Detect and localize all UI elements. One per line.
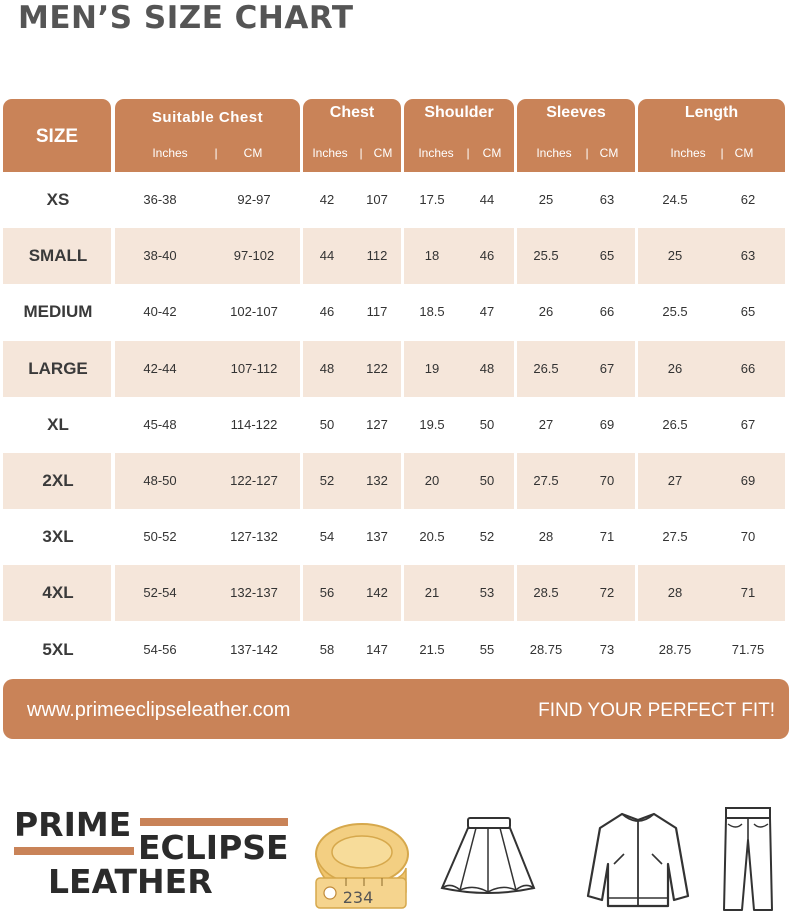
cell-ch-cm: 107 xyxy=(366,192,388,207)
cell-le-cm: 71.75 xyxy=(731,641,765,657)
size-label: 5XL xyxy=(42,639,74,659)
header-shoulder-cm: CM xyxy=(482,146,502,160)
table-row xyxy=(3,565,785,621)
cell-sl-cm: 72 xyxy=(599,585,615,601)
header-sleeves-label: Sleeves xyxy=(546,104,606,121)
cell-ch-cm: 127 xyxy=(366,416,388,432)
cell-le-cm: 66 xyxy=(740,360,756,376)
table-row xyxy=(3,453,785,509)
cell-sh-cm: 50 xyxy=(479,473,495,488)
cell-ch-in: 54 xyxy=(319,529,335,545)
cell-ch-in: 56 xyxy=(319,585,335,601)
header-size xyxy=(3,99,111,172)
table-row xyxy=(3,397,785,453)
cell-sh-in: 18 xyxy=(424,248,440,264)
jacket-icon xyxy=(584,806,692,912)
cell-ch-cm: 117 xyxy=(366,304,388,320)
header-suitable-chest-label: Suitable Chest xyxy=(151,109,264,126)
logo-line-prime: PRIME xyxy=(14,805,132,844)
cell-ch-in: 46 xyxy=(319,304,335,320)
cell-sc-in: 52-54 xyxy=(143,585,177,601)
cell-sh-in: 20.5 xyxy=(419,529,445,545)
cell-sh-cm: 48 xyxy=(479,360,495,376)
cell-sc-cm: 102-107 xyxy=(230,304,278,320)
pants-icon xyxy=(718,804,778,914)
header-suitable-chest-inches: Inches xyxy=(152,146,188,160)
cell-sc-cm: 137-142 xyxy=(230,641,278,657)
cell-le-in: 26.5 xyxy=(662,416,688,432)
cell-le-cm: 62 xyxy=(740,192,756,207)
cell-sl-cm: 69 xyxy=(599,416,615,432)
cell-sc-cm: 92-97 xyxy=(237,192,271,207)
size-label: 2XL xyxy=(42,471,74,490)
cell-ch-cm: 137 xyxy=(366,529,388,545)
header-divider: | xyxy=(585,146,589,160)
header-divider: | xyxy=(466,146,470,160)
header-chest-label: Chest xyxy=(329,104,375,121)
measuring-tape-icon xyxy=(306,812,414,912)
cell-ch-cm: 132 xyxy=(366,473,388,488)
cell-sc-cm: 107-112 xyxy=(230,360,278,376)
cell-le-cm: 71 xyxy=(740,585,756,601)
cell-sh-cm: 47 xyxy=(479,304,495,320)
logo-bar-left xyxy=(14,847,134,855)
header-chest-cm: CM xyxy=(373,146,393,160)
skirt-icon xyxy=(436,812,540,896)
size-label: LARGE xyxy=(28,358,88,378)
cell-sc-in: 48-50 xyxy=(143,473,177,488)
cell-sl-cm: 65 xyxy=(599,248,615,264)
cell-ch-cm: 142 xyxy=(366,585,388,601)
logo-bar-right xyxy=(140,818,288,826)
cell-ch-in: 48 xyxy=(319,360,335,376)
cell-sl-cm: 66 xyxy=(599,304,615,320)
tagline: FIND YOUR PERFECT FIT! xyxy=(538,700,775,721)
cell-ch-cm: 122 xyxy=(366,360,388,376)
tape-digits: 234 xyxy=(342,888,374,907)
cell-sl-cm: 63 xyxy=(599,192,615,207)
cell-sh-cm: 44 xyxy=(479,192,495,207)
cell-sl-cm: 73 xyxy=(599,641,615,657)
cell-ch-in: 50 xyxy=(319,416,335,432)
cell-sl-in: 27 xyxy=(538,416,554,432)
size-label: MEDIUM xyxy=(23,302,93,322)
cell-sc-in: 36-38 xyxy=(143,192,177,207)
cell-sl-cm: 70 xyxy=(599,473,615,488)
cell-sl-in: 25 xyxy=(538,192,554,207)
size-label: XS xyxy=(46,190,70,209)
cell-sl-in: 28.5 xyxy=(533,585,559,601)
cell-le-cm: 63 xyxy=(740,248,756,264)
cell-le-in: 25 xyxy=(667,248,683,264)
cell-sc-in: 38-40 xyxy=(143,248,177,264)
page-title: MEN’S SIZE CHART xyxy=(18,0,354,36)
header-chest xyxy=(303,99,401,172)
header-sleeves-inches: Inches xyxy=(536,146,572,160)
size-label: XL xyxy=(47,414,69,434)
cell-sl-in: 26.5 xyxy=(533,360,559,376)
cell-le-in: 24.5 xyxy=(662,192,688,207)
header-sleeves-cm: CM xyxy=(599,146,619,160)
table-row xyxy=(3,622,785,678)
table-row xyxy=(3,228,785,284)
cell-le-in: 28 xyxy=(667,585,683,601)
header-length-cm: CM xyxy=(734,146,754,160)
cell-sh-in: 21 xyxy=(424,585,440,601)
size-label: SMALL xyxy=(28,246,88,266)
cell-sc-in: 50-52 xyxy=(143,529,177,545)
header-suitable-chest xyxy=(115,99,300,172)
cell-ch-in: 58 xyxy=(319,641,335,657)
cell-sh-cm: 52 xyxy=(479,529,495,545)
header-size-label: SIZE xyxy=(35,126,79,147)
cell-sh-cm: 46 xyxy=(479,248,495,264)
table-row xyxy=(3,172,785,228)
table-row xyxy=(3,284,785,340)
cell-le-cm: 70 xyxy=(740,529,756,545)
cell-sl-in: 25.5 xyxy=(533,248,559,264)
cell-sl-cm: 67 xyxy=(599,360,615,376)
header-length-label: Length xyxy=(684,104,739,121)
cell-sc-cm: 97-102 xyxy=(233,248,275,264)
cell-sl-in: 28.75 xyxy=(529,641,563,657)
header-sleeves xyxy=(517,99,635,172)
cell-sh-cm: 50 xyxy=(479,416,495,432)
cell-sh-in: 19 xyxy=(424,360,440,376)
cell-le-cm: 65 xyxy=(740,304,756,320)
size-label: 4XL xyxy=(42,583,74,603)
website-link[interactable]: www.primeeclipseleather.com xyxy=(27,699,291,721)
table-row xyxy=(3,341,785,397)
cell-sh-in: 21.5 xyxy=(419,641,445,657)
cell-sc-cm: 132-137 xyxy=(230,585,278,601)
cell-ch-cm: 147 xyxy=(366,641,388,657)
cell-le-cm: 67 xyxy=(740,416,756,432)
cell-sh-in: 20 xyxy=(424,473,440,488)
cell-sl-cm: 71 xyxy=(599,529,615,545)
header-shoulder-inches: Inches xyxy=(418,146,454,160)
header-shoulder xyxy=(404,99,514,172)
header-divider: | xyxy=(214,146,218,160)
header-chest-inches: Inches xyxy=(312,146,348,160)
cell-le-in: 27 xyxy=(667,473,683,488)
size-label: 3XL xyxy=(42,527,74,547)
table-row xyxy=(3,509,785,565)
cell-sl-in: 26 xyxy=(538,304,554,320)
cell-le-cm: 69 xyxy=(740,473,756,488)
cell-ch-in: 44 xyxy=(319,248,335,264)
header-divider: | xyxy=(359,146,363,160)
cell-sc-in: 42-44 xyxy=(143,360,177,376)
cell-sc-in: 45-48 xyxy=(143,416,177,432)
cell-sc-cm: 127-132 xyxy=(230,529,278,545)
cell-ch-in: 42 xyxy=(319,192,335,207)
cell-sh-in: 18.5 xyxy=(419,304,445,320)
cell-sl-in: 27.5 xyxy=(533,473,559,488)
logo-line-eclipse: ECLIPSE xyxy=(138,828,289,867)
header-divider: | xyxy=(720,146,724,160)
logo-line-leather: LEATHER xyxy=(48,862,213,901)
header-shoulder-label: Shoulder xyxy=(424,104,494,121)
cell-ch-cm: 112 xyxy=(366,248,388,264)
footer-banner xyxy=(3,679,789,739)
cell-sl-in: 28 xyxy=(538,529,554,545)
cell-sc-in: 40-42 xyxy=(143,304,177,320)
cell-sc-in: 54-56 xyxy=(143,641,177,657)
cell-sh-cm: 55 xyxy=(479,641,495,657)
cell-ch-in: 52 xyxy=(319,473,335,488)
cell-sh-in: 19.5 xyxy=(419,416,445,432)
cell-sh-cm: 53 xyxy=(479,585,495,601)
cell-sc-cm: 114-122 xyxy=(230,416,278,432)
header-suitable-chest-cm: CM xyxy=(243,146,263,160)
cell-sh-in: 17.5 xyxy=(419,192,445,207)
cell-le-in: 25.5 xyxy=(662,304,688,320)
cell-le-in: 27.5 xyxy=(662,529,688,545)
header-length-inches: Inches xyxy=(670,146,706,160)
cell-le-in: 26 xyxy=(667,360,683,376)
cell-sc-cm: 122-127 xyxy=(230,473,278,488)
header-length xyxy=(638,99,785,172)
cell-le-in: 28.75 xyxy=(658,641,692,657)
